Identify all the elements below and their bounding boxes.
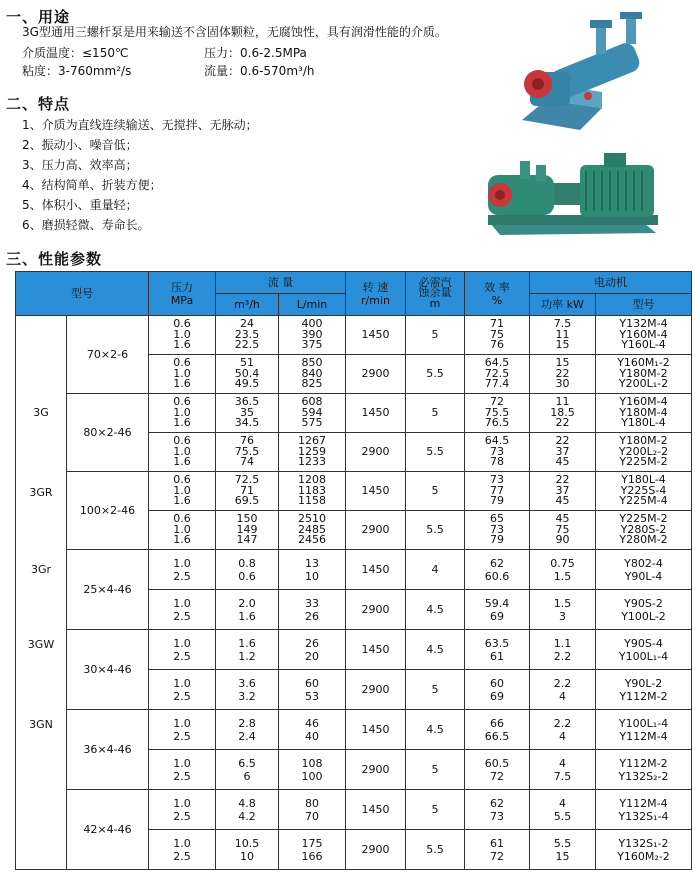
cell-motor-model: Y112M-2 Y132S₂-2 — [596, 750, 692, 790]
cell-motor-model: Y132M-4 Y160M-4 Y160L-4 — [596, 316, 692, 355]
feature-item: 2、振动小、噪音低； — [22, 138, 138, 152]
cell-flow-lmin: 400 390 375 — [279, 316, 346, 355]
cell-motor-model: Y180L-4 Y225S-4 Y225M-4 — [596, 472, 692, 511]
header-pressure: 压力 MPa — [149, 272, 216, 316]
cell-efficiency: 73 77 79 — [465, 472, 530, 511]
param-viscosity: 粘度：3-760mm²/s — [22, 64, 132, 78]
cell-flow-lmin: 108 100 — [279, 750, 346, 790]
pump-model: 30×4-46 — [67, 630, 149, 710]
cell-flow-m3h: 3.6 3.2 — [216, 670, 279, 710]
cell-speed: 2900 — [346, 670, 406, 710]
pump-model: 70×2-6 — [67, 316, 149, 394]
cell-npsh: 5.5 — [406, 511, 465, 550]
header-motor-model: 型号 — [596, 294, 692, 316]
cell-flow-m3h: 24 23.5 22.5 — [216, 316, 279, 355]
cell-efficiency: 64.5 72.5 77.4 — [465, 355, 530, 394]
cell-flow-m3h: 0.8 0.6 — [216, 550, 279, 590]
cell-npsh: 5.5 — [406, 433, 465, 472]
section-title-features: 二、特点 — [6, 95, 71, 113]
series-label: 3GW — [27, 638, 55, 651]
table-row — [16, 630, 692, 670]
cell-efficiency: 64.5 73 78 — [465, 433, 530, 472]
cell-pressure: 1.0 2.5 — [149, 670, 216, 710]
performance-table — [15, 271, 692, 870]
series-label: 3GN — [29, 718, 53, 731]
cell-efficiency: 61 72 — [465, 830, 530, 870]
cell-power: 4 7.5 — [530, 750, 596, 790]
cell-flow-lmin: 60 53 — [279, 670, 346, 710]
cell-power: 11 18.5 22 — [530, 394, 596, 433]
header-flow: 流 量 — [216, 272, 346, 294]
cell-efficiency: 65 73 79 — [465, 511, 530, 550]
header-power: 功率 kW — [530, 294, 596, 316]
cell-npsh: 4.5 — [406, 630, 465, 670]
cell-npsh: 5.5 — [406, 355, 465, 394]
feature-item: 5、体积小、重量轻； — [22, 198, 138, 212]
header-efficiency: 效 率 % — [465, 272, 530, 316]
section-title-performance: 三、性能参数 — [6, 250, 103, 268]
cell-flow-lmin: 175 166 — [279, 830, 346, 870]
cell-motor-model: Y90S-4 Y100L₁-4 — [596, 630, 692, 670]
pump-motor-photo — [484, 145, 664, 240]
section-title-usage: 一、用途 — [6, 8, 71, 26]
pump-model: 36×4-46 — [67, 710, 149, 790]
cell-pressure: 0.6 1.0 1.6 — [149, 394, 216, 433]
cell-npsh: 5 — [406, 394, 465, 433]
cell-pressure: 1.0 2.5 — [149, 550, 216, 590]
cell-pressure: 0.6 1.0 1.6 — [149, 472, 216, 511]
cell-flow-m3h: 51 50.4 49.5 — [216, 355, 279, 394]
cell-pressure: 1.0 2.5 — [149, 750, 216, 790]
cell-npsh: 4 — [406, 550, 465, 590]
series-label-column — [16, 316, 67, 870]
cell-flow-m3h: 2.8 2.4 — [216, 710, 279, 750]
cell-power: 5.5 15 — [530, 830, 596, 870]
cell-flow-m3h: 1.6 1.2 — [216, 630, 279, 670]
cell-npsh: 5 — [406, 316, 465, 355]
cell-motor-model: Y160M₁-2 Y180M-2 Y200L₁-2 — [596, 355, 692, 394]
cell-flow-m3h: 72.5 71 69.5 — [216, 472, 279, 511]
header-speed: 转 速 r/min — [346, 272, 406, 316]
cell-motor-model: Y802-4 Y90L-4 — [596, 550, 692, 590]
cell-pressure: 0.6 1.0 1.6 — [149, 433, 216, 472]
cell-flow-m3h: 2.0 1.6 — [216, 590, 279, 630]
cell-motor-model: Y90L-2 Y112M-2 — [596, 670, 692, 710]
cell-speed: 1450 — [346, 790, 406, 830]
cell-flow-lmin: 33 26 — [279, 590, 346, 630]
cell-motor-model: Y100L₁-4 Y112M-4 — [596, 710, 692, 750]
cell-efficiency: 60 69 — [465, 670, 530, 710]
cell-flow-lmin: 608 594 575 — [279, 394, 346, 433]
cell-efficiency: 62 73 — [465, 790, 530, 830]
pump-model: 25×4-46 — [67, 550, 149, 630]
feature-item: 3、压力高、效率高； — [22, 158, 138, 172]
table-row — [16, 394, 692, 433]
cell-pressure: 1.0 2.5 — [149, 710, 216, 750]
cell-pressure: 1.0 2.5 — [149, 830, 216, 870]
table-row — [16, 316, 692, 355]
cell-pressure: 0.6 1.0 1.6 — [149, 355, 216, 394]
param-flow: 流量：0.6-570m³/h — [204, 64, 315, 78]
cell-flow-m3h: 36.5 35 34.5 — [216, 394, 279, 433]
cell-npsh: 5.5 — [406, 830, 465, 870]
cell-flow-lmin: 2510 2485 2456 — [279, 511, 346, 550]
param-pressure: 压力：0.6-2.5MPa — [204, 46, 307, 60]
pump-model: 100×2-46 — [67, 472, 149, 550]
cell-efficiency: 60.5 72 — [465, 750, 530, 790]
cell-efficiency: 71 75 76 — [465, 316, 530, 355]
feature-item: 6、磨损轻微、寿命长。 — [22, 218, 150, 232]
cell-speed: 2900 — [346, 433, 406, 472]
header-flow-lmin: L/min — [279, 294, 346, 316]
cell-power: 22 37 45 — [530, 472, 596, 511]
cell-pressure: 0.6 1.0 1.6 — [149, 316, 216, 355]
cell-power: 0.75 1.5 — [530, 550, 596, 590]
cell-speed: 2900 — [346, 355, 406, 394]
cell-speed: 1450 — [346, 316, 406, 355]
cell-npsh: 4.5 — [406, 590, 465, 630]
cell-motor-model: Y90S-2 Y100L-2 — [596, 590, 692, 630]
cell-pressure: 1.0 2.5 — [149, 630, 216, 670]
cell-pressure: 1.0 2.5 — [149, 790, 216, 830]
cell-power: 2.2 4 — [530, 670, 596, 710]
cell-flow-lmin: 850 840 825 — [279, 355, 346, 394]
pump-model: 42×4-46 — [67, 790, 149, 870]
series-label: 3GR — [29, 486, 53, 499]
cell-npsh: 5 — [406, 790, 465, 830]
table-row — [16, 710, 692, 750]
cell-flow-lmin: 46 40 — [279, 710, 346, 750]
table-row — [16, 790, 692, 830]
series-label: 3G — [33, 406, 49, 419]
cell-motor-model: Y112M-4 Y132S₁-4 — [596, 790, 692, 830]
cell-npsh: 4.5 — [406, 710, 465, 750]
cell-flow-lmin: 1208 1183 1158 — [279, 472, 346, 511]
cell-pressure: 1.0 2.5 — [149, 590, 216, 630]
cell-efficiency: 66 66.5 — [465, 710, 530, 750]
series-label: 3Gr — [30, 563, 52, 576]
cell-power: 7.5 11 15 — [530, 316, 596, 355]
pump-model: 80×2-46 — [67, 394, 149, 472]
cell-speed: 2900 — [346, 511, 406, 550]
usage-intro: 3G型通用三螺杆泵是用来输送不含固体颗粒，无腐蚀性，具有润滑性能的介质。 — [22, 25, 447, 39]
cell-flow-m3h: 10.5 10 — [216, 830, 279, 870]
table-row — [16, 472, 692, 511]
cell-flow-lmin: 80 70 — [279, 790, 346, 830]
header-flow-m3h: m³/h — [216, 294, 279, 316]
cell-motor-model: Y132S₁-2 Y160M₂-2 — [596, 830, 692, 870]
cell-speed: 1450 — [346, 472, 406, 511]
cell-flow-m3h: 4.8 4.2 — [216, 790, 279, 830]
cell-power: 15 22 30 — [530, 355, 596, 394]
cell-pressure: 0.6 1.0 1.6 — [149, 511, 216, 550]
cell-motor-model: Y180M-2 Y200L₂-2 Y225M-2 — [596, 433, 692, 472]
cell-speed: 1450 — [346, 394, 406, 433]
cell-speed: 2900 — [346, 750, 406, 790]
cell-npsh: 5 — [406, 472, 465, 511]
cell-flow-m3h: 76 75.5 74 — [216, 433, 279, 472]
cell-power: 1.5 3 — [530, 590, 596, 630]
cell-flow-m3h: 150 149 147 — [216, 511, 279, 550]
header-motor: 电动机 — [530, 272, 692, 294]
cell-motor-model: Y160M-4 Y180M-4 Y180L-4 — [596, 394, 692, 433]
feature-item: 1、介质为直线连续输送、无搅拌、无脉动； — [22, 118, 258, 132]
param-temperature: 介质温度：≤150℃ — [22, 46, 129, 60]
cell-flow-lmin: 13 10 — [279, 550, 346, 590]
cell-efficiency: 72 75.5 76.5 — [465, 394, 530, 433]
pump-photo-1 — [510, 12, 660, 132]
feature-item: 4、结构简单、折装方便； — [22, 178, 162, 192]
cell-motor-model: Y225M-2 Y280S-2 Y280M-2 — [596, 511, 692, 550]
cell-power: 22 37 45 — [530, 433, 596, 472]
cell-efficiency: 63.5 61 — [465, 630, 530, 670]
cell-efficiency: 62 60.6 — [465, 550, 530, 590]
cell-speed: 2900 — [346, 830, 406, 870]
cell-npsh: 5 — [406, 750, 465, 790]
cell-speed: 1450 — [346, 710, 406, 750]
header-model: 型号 — [16, 272, 149, 316]
cell-power: 4 5.5 — [530, 790, 596, 830]
cell-speed: 1450 — [346, 630, 406, 670]
cell-power: 2.2 4 — [530, 710, 596, 750]
cell-flow-lmin: 26 20 — [279, 630, 346, 670]
cell-power: 1.1 2.2 — [530, 630, 596, 670]
cell-npsh: 5 — [406, 670, 465, 710]
table-row — [16, 550, 692, 590]
cell-power: 45 75 90 — [530, 511, 596, 550]
cell-flow-m3h: 6.5 6 — [216, 750, 279, 790]
cell-efficiency: 59.4 69 — [465, 590, 530, 630]
cell-speed: 2900 — [346, 590, 406, 630]
cell-flow-lmin: 1267 1259 1233 — [279, 433, 346, 472]
header-npsh: 必需汽 蚀余量 m — [406, 272, 465, 316]
cell-speed: 1450 — [346, 550, 406, 590]
